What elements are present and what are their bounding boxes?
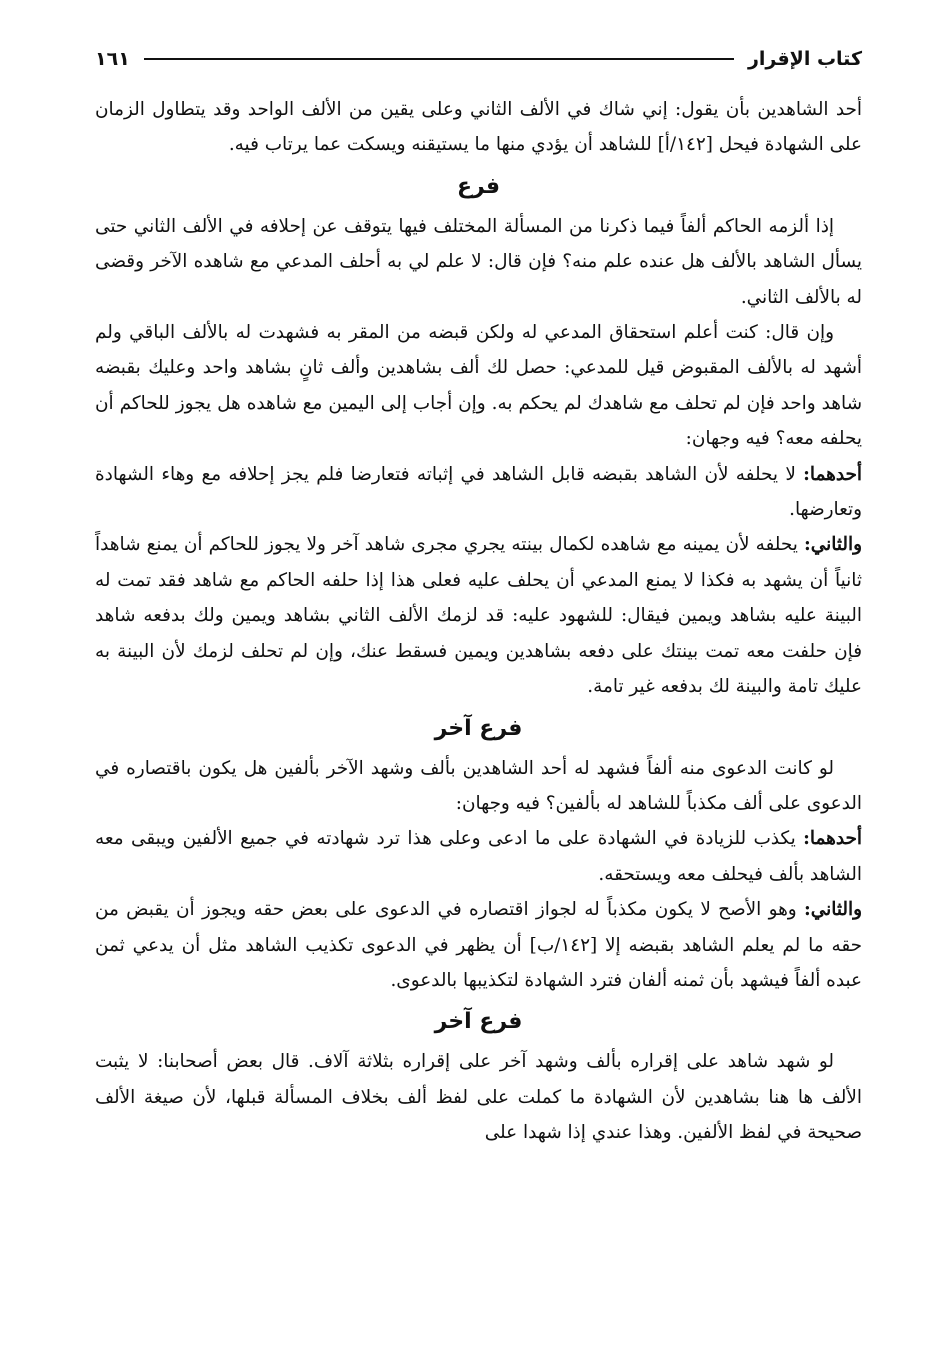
opinion-lead: والثاني: (804, 534, 862, 556)
section-heading-far: فرع (456, 173, 501, 199)
page-header (95, 38, 862, 80)
opinion-text: وهو الأصح لا يكون مكذباً له لجواز اقتصاره في الدعوى على بعض حقه ويجوز أن يقبض من حقه ما لم يعلم الشاهد بقبضه إلا [١٤٢/ب] أن يظهر في الدعوى تكذيب الشاهد مثل أن يدعي ثمن عبده ألفاً فيشهد بأن ثمنه ألفان فترد الشهادة لتكذيبها بالدعوى. (95, 899, 862, 991)
paragraph: لو كانت الدعوى منه ألفاً فشهد له أحد الشاهدين بألف وشهد الآخر بألفين هل يكون باقتصاره في الدعوى على ألف مكذباً للشاهد له بألفين؟ فيه وجهان: (95, 757, 862, 814)
opinion-text: يحلفه لأن يمينه مع شاهده لكمال بينته يجري مجرى شاهد آخر ولا يجوز للحاكم أن يمنع شاهداً ثانياً أن يشهد به فكذا لا يمنع المدعي أن يحلف عليه فعلى هذا إذا حلفه الحاكم مع شاهد فقد تمت له البينة عليه بشاهد ويمين فيقال: للشهود عليه: قد لزمك الألف الثاني بشاهد ويمين ولك بدفعه شاهد فإن حلفت معه تمت بينتك على دفعه بشاهدين ويمين فسقط عنك، وإن لم تحلف لزمك لأن البينة به عليك تامة والبينة لك بدفعه غير تامة. (95, 534, 862, 698)
opinion-lead: والثاني: (804, 899, 862, 921)
opinion-lead: أحدهما: (803, 828, 862, 850)
paragraph-opinion (95, 892, 862, 998)
section-heading-far-akhar: فرع آخر (434, 715, 523, 741)
paragraph-continuation: أحد الشاهدين بأن يقول: إني شاك في الألف الثاني وعلى يقين من الألف الواحد وقد يتطاول الزمان على الشهادة فيحل [١٤٢/أ] للشاهد أن يؤدي منها ما يستيقنه ويسكت عما يرتاب فيه. (95, 99, 862, 156)
paragraph: إذا ألزمه الحاكم ألفاً فيما ذكرنا من المسألة المختلف فيها يتوقف عن إحلافه في الألف الثاني حتى يسأل الشاهد بالألف هل عنده علم منه؟ فإن قال: لا علم لي به أحلف المدعي مع شاهده الآخر وقضى له بالألف الثاني. (95, 215, 862, 308)
paragraph: لو شهد شاهد على إقراره بألف وشهد آخر على إقراره بثلاثة آلاف. قال بعض أصحابنا: لا يثبت الألف ها هنا بشاهدين لأن الشهادة ما كملت على لفظ ألف بخلاف المسألة قبلها، لأن صيغة الألف صحيحة في لفظ الألفين. وهذا عندي إذا شهدا على (95, 1051, 862, 1144)
section-heading-far-akhar: فرع آخر (434, 1009, 523, 1035)
opinion-text: يكذب للزيادة في الشهادة على ما ادعى وعلى هذا ترد شهادته في جميع الألفين ويبقى معه الشاهد بألف فيحلف معه ويستحقه. (95, 828, 862, 885)
book-title: كتاب الإقرار (747, 48, 862, 70)
paragraph-opinion (95, 821, 862, 892)
opinion-lead: أحدهما: (803, 463, 862, 485)
paragraph-opinion (95, 457, 862, 528)
document-page (95, 38, 862, 1350)
header-rule (144, 58, 734, 60)
paragraph: وإن قال: كنت أعلم استحقاق المدعي له ولكن قبضه من المقر به فشهدت له بالألف الباقي ولم أشهد له بالألف المقبوض قيل للمدعي: حصل لك ألف بشاهدين وألف ثانٍ بشاهد واحد وعليك بقبضه شاهد واحد فإن لم تحلف مع شاهدك لم يحكم به. وإن أجاب إلى اليمين مع شاهده هل يجوز للحاكم أن يحلفه معه؟ فيه وجهان: (95, 322, 862, 450)
opinion-text: لا يحلفه لأن الشاهد بقبضه قابل الشاهد في إثباته فتعارضا فلم يجز إحلافه مع وهاء الشهادة وتعارضها. (95, 463, 862, 521)
page-number: ١٦١ (95, 48, 130, 70)
paragraph-opinion (95, 527, 862, 704)
